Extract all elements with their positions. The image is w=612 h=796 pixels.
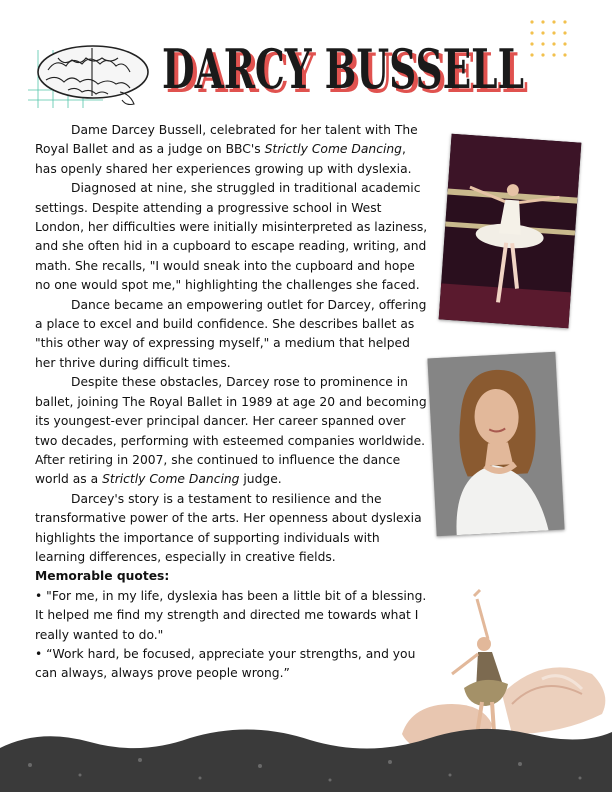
ballerina-stage-photo bbox=[439, 134, 582, 329]
paragraph-text: Dance became an empowering outlet for Darcey, offering a place to excel and build confidence. She describes ballet as "this other way of expressing myself," a medium that helped her thrive during difficult times. bbox=[35, 297, 427, 370]
paragraph-text: Despite these obstacles, Darcey rose to prominence in ballet, joining The Royal Ballet in 1989 at age 20 and becoming its youngest-ever principal dancer. Her career spanned over two decades, performing with esteemed companies worldwide. After retiring in 2007, she continued to influence the dance world as a bbox=[35, 375, 427, 487]
paragraph-5 bbox=[35, 490, 431, 568]
title-shadow: DARCY BUSSELL bbox=[166, 41, 528, 105]
title-svg bbox=[160, 30, 540, 110]
article-body bbox=[35, 121, 431, 684]
quote-1: • "For me, in my life, dyslexia has been a little bit of a blessing. It helped me find my strength and directed me towards what I really wanted to do." bbox=[35, 588, 427, 642]
brain-icon bbox=[28, 40, 153, 110]
title-text: DARCY BUSSELL bbox=[162, 37, 524, 101]
paragraph-text: Dame Darcey Bussell, celebrated for her talent with The Royal Ballet and as a judge on BBC's bbox=[35, 123, 418, 157]
paragraph-text: Diagnosed at nine, she struggled in traditional academic settings. Despite attending a progressive school in West London, her difficulties were initially misinterpreted as laziness, and she often hid in a cupboard to escape reading, writing, and math. She recalls, "I would sneak into the cupboard and hope no one would spot me," highlighting the challenges she faced. bbox=[35, 181, 428, 293]
show-title: Strictly Come Dancing bbox=[102, 472, 240, 487]
show-title: Strictly Come Dancing bbox=[264, 142, 402, 157]
page-title bbox=[160, 30, 540, 110]
portrait-photo bbox=[427, 352, 564, 536]
paragraph-text: judge. bbox=[239, 472, 282, 487]
paragraph-text: Darcey's story is a testament to resilience and the transformative power of the arts. Her openness about dyslexia highlights the importance of supporting individuals with learning differences, especially in creative fields. bbox=[35, 491, 422, 564]
paragraph-text: , has openly shared her experiences growing up with dyslexia. bbox=[35, 142, 412, 176]
paragraph-3 bbox=[35, 296, 431, 374]
quote-2: • “Work hard, be focused, appreciate your strengths, and you can always, always prove people wrong.” bbox=[35, 646, 416, 681]
quotes-heading: Memorable quotes: bbox=[35, 569, 170, 584]
paragraph-4 bbox=[35, 373, 431, 489]
decorative-ground-strip bbox=[0, 720, 612, 792]
paragraph-1 bbox=[35, 121, 431, 179]
paragraph-2 bbox=[35, 179, 431, 295]
dot-grid-icon bbox=[528, 18, 572, 62]
